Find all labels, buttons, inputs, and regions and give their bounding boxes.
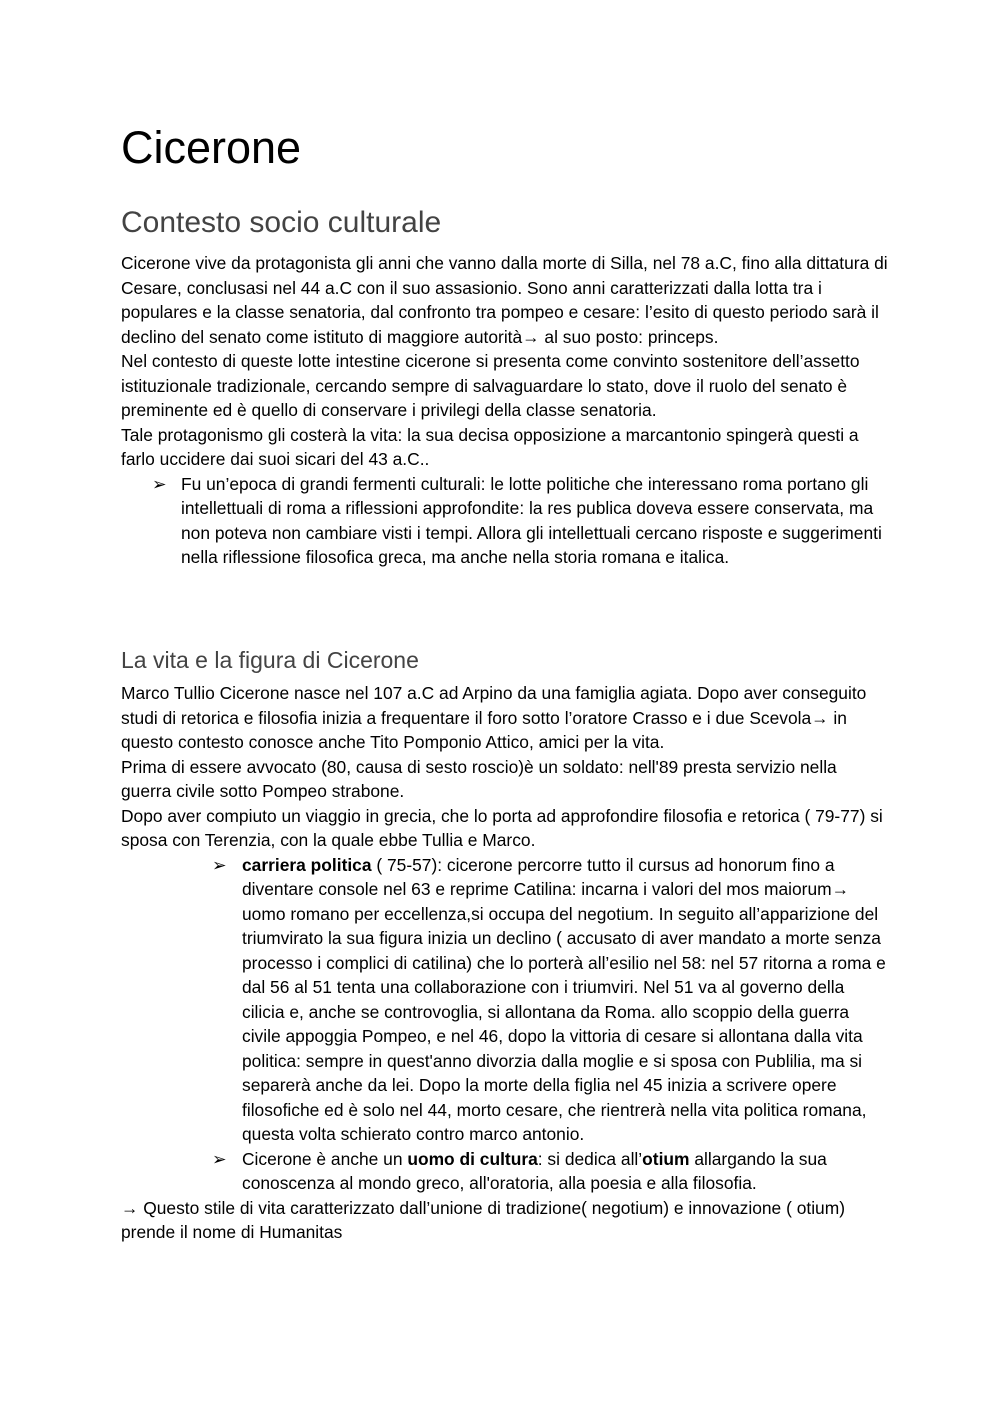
closing-paragraph: → Questo stile di vita caratterizzato dall’unione di tradizione( negotium) e innovazione ( otium) prende il nome di Humanitas [121,1197,846,1242]
list-item [152,472,891,570]
paragraph: Prima di essere avvocato (80, causa di sesto roscio)è un soldato: nell'89 presta servizio nella guerra civile sotto Pompeo strabone. [121,756,837,801]
paragraph: Marco Tullio Cicerone nasce nel 107 a.C ad Arpino da una famiglia agiata. Dopo aver conseguito studi di retorica e filosofia inizia a frequentare il foro sotto l’oratore Crasso e i due Scevola→ in questo contesto conosce anche Tito Pomponio Attico, amici per la vita. [121,683,867,752]
arrow-bullet-icon: ➢ [212,1148,227,1169]
page-title: Cicerone [121,122,302,173]
bold-term: otium [642,1148,690,1169]
section-heading-vita: La vita e la figura di Cicerone [121,647,419,673]
section-contesto-body [121,251,891,570]
bold-term: carriera politica [242,854,372,875]
list-item-text: Cicerone è anche un uomo di cultura: si dedica all’otium allargando la sua conoscenza al mondo greco, all'oratoria, alla poesia e alla filosofia. [242,1148,827,1193]
section-heading-contesto: Contesto socio culturale [121,206,442,239]
section-vita-body [121,681,891,1245]
arrow-bullet-icon: ➢ [212,854,227,875]
list-item [212,853,891,1147]
paragraph: Tale protagonismo gli costerà la vita: la sua decisa opposizione a marcantonio spingerà questi a farlo uccidere dai suoi sicari del 43 a.C.. [121,424,859,469]
paragraph: Cicerone vive da protagonista gli anni che vanno dalla morte di Silla, nel 78 a.C, fino alla dittatura di Cesare, conclusasi nel 44 a.C con il suo assasionio. Sono anni caratterizzati dalla lotta tra i populares e la classe senatoria, dal confronto tra pompeo e cesare: l’esito di questo periodo sarà il declino del senato come istituto di maggiore autorità→ al suo posto: princeps. [121,253,888,347]
list-item-text: carriera politica ( 75-57): cicerone percorre tutto il cursus ad honorum fino a diventare console nel 63 e reprime Catilina: incarna i valori del mos maiorum→ uomo romano per eccellenza,si occupa del negotium. In seguito all’apparizione del triumvirato la sua figura inizia un declino ( accusato di aver mandato a morte senza processo i complici di catilina) che lo porterà all’esilio nel 58: nel 57 ritorna a roma e dal 56 al 51 tenta una collaborazione con i triumviri. Nel 51 va al governo della cilicia e, anche se controvoglia, si allontana da Roma. allo scoppio della guerra civile appoggia Pompeo, e nel 46, dopo la vittoria di cesare si allontana dalla vita politica: sempre in quest'anno divorzia dalla moglie e si sposa con Publilia, ma si separerà anche da lei. Dopo la morte della figlia nel 45 inizia a scrivere opere filosofiche ed è solo nel 44, morto cesare, che rientrerà nella vita politica romana, questa volta schierato contro marco antonio. [242,854,886,1144]
bold-term: uomo di cultura [407,1148,538,1169]
paragraph: Dopo aver compiuto un viaggio in grecia, che lo porta ad approfondire filosofia e retorica ( 79-77) si sposa con Terenzia, con la quale ebbe Tullia e Marco. [121,805,883,850]
list-item [212,1147,891,1196]
paragraph: Nel contesto di queste lotte intestine cicerone si presenta come convinto sostenitore dell’assetto istituzionale tradizionale, cercando sempre di salvaguardare lo stato, dove il ruolo del senato è preminente ed è quello di conservare i privilegi della classe senatoria. [121,351,860,420]
list-item-text: Fu un’epoca di grandi fermenti culturali: le lotte politiche che interessano roma portano gli intellettuali di roma a riflessioni approfondite: la res publica doveva essere conservata, ma non poteva non cambiare visti i tempi. Allora gli intellettuali cercano risposte e suggerimenti nella riflessione filosofica greca, ma anche nella storia romana e italica. [181,473,882,567]
arrow-bullet-icon: ➢ [152,473,167,494]
